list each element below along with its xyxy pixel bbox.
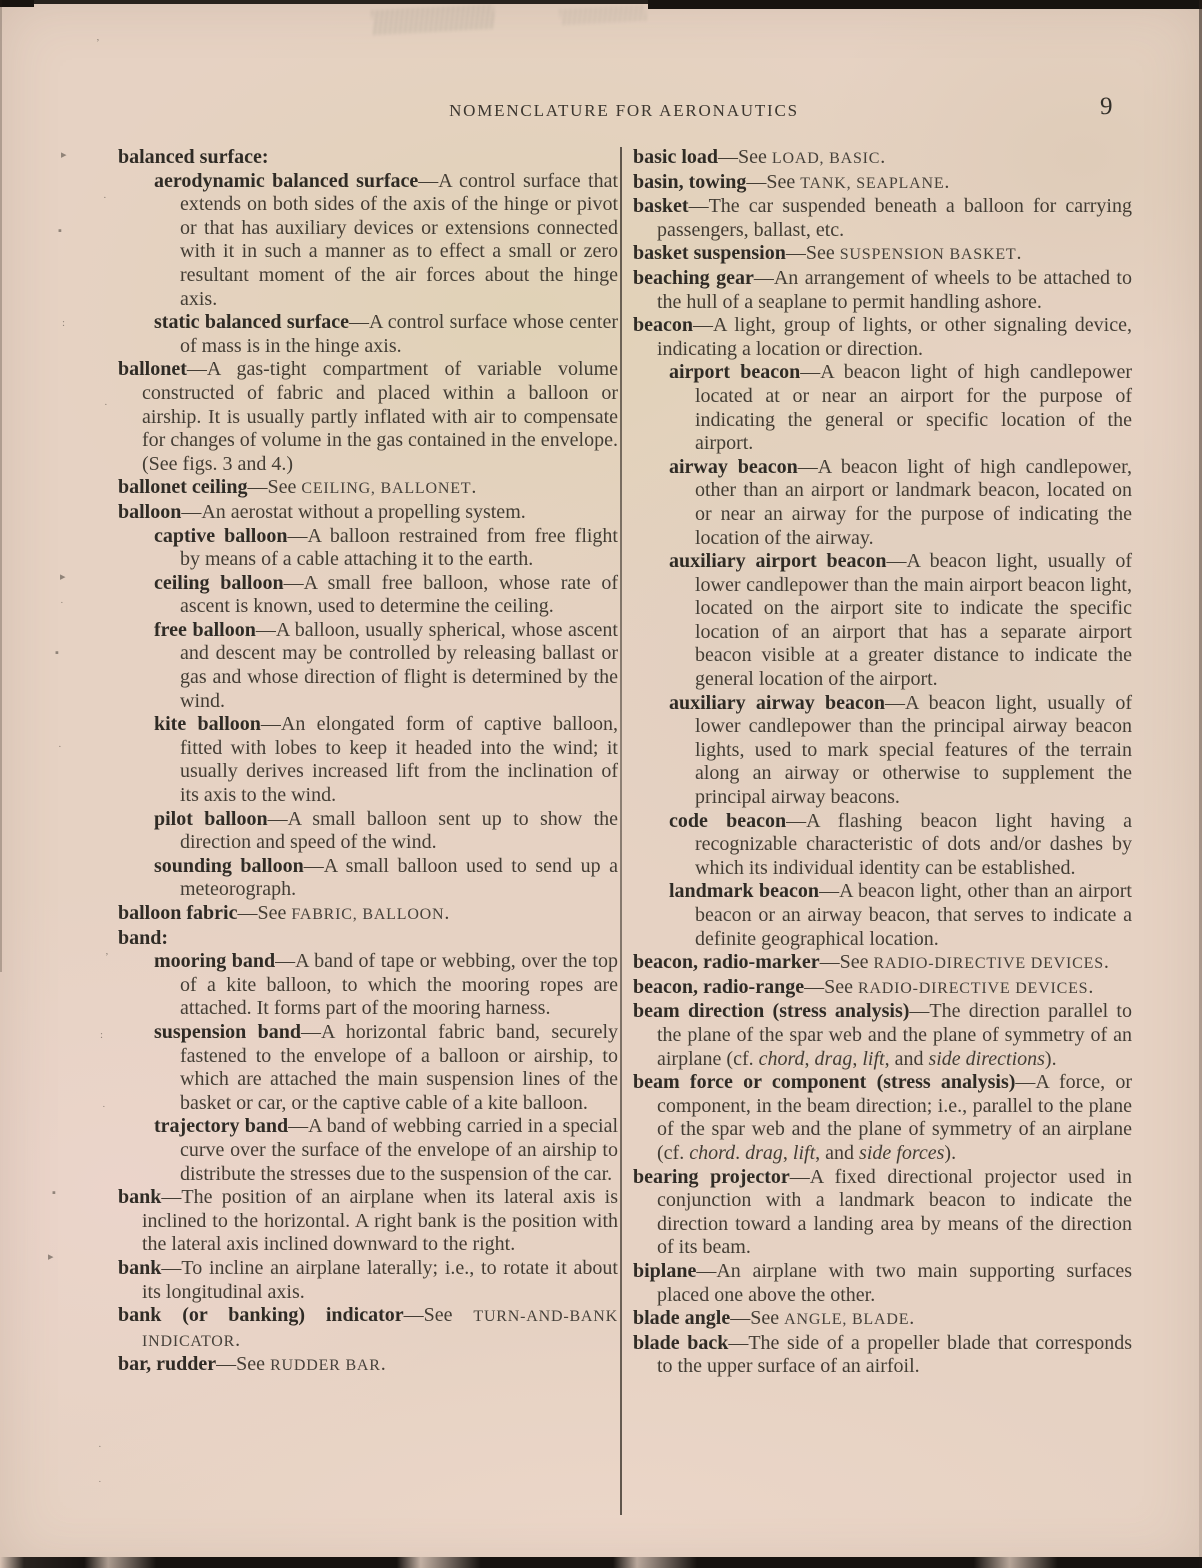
definition-text: .: [909, 1307, 915, 1330]
glossary-entry: [118, 950, 618, 1021]
entry-term: ballonet: [118, 358, 187, 381]
entry-term: basket suspension: [633, 242, 786, 265]
definition-text: ,: [852, 1047, 863, 1070]
glossary-entry: [633, 951, 1132, 976]
definition-text: side forces: [859, 1141, 945, 1164]
definition-text: —The direction parallel to the plane of the spar web and the plane of symmetry of an airplane (cf.: [657, 1000, 1132, 1070]
glossary-entry: [633, 550, 1132, 692]
definition-text: ,: [782, 1141, 793, 1164]
column-divider-rule: [620, 147, 622, 1515]
scan-mark: ▸: [61, 149, 67, 161]
definition-text: —A beacon light of high candlepower located at or near an airport for the purpose of indicating the general or specific location of the airport.: [695, 361, 1133, 455]
entry-term: sounding balloon: [154, 854, 304, 877]
definition-text: —A balloon, usually spherical, whose ascent and descent may be controlled by releasing ballast or gas and whose direction of flight is determined by the wind.: [180, 618, 618, 712]
definition-text: .: [735, 1141, 746, 1164]
glossary-entry: [633, 1307, 1132, 1332]
entry-term: band:: [118, 926, 169, 949]
entry-term: basin, towing: [633, 170, 747, 193]
glossary-entry: [118, 927, 618, 951]
definition-text: side directions: [928, 1047, 1045, 1070]
glossary-entry: [633, 1166, 1132, 1260]
glossary-entry: [118, 1304, 618, 1353]
entry-term: auxiliary airway beacon: [669, 691, 886, 714]
cross-reference: ANGLE, BLADE: [784, 1311, 910, 1329]
definition-text: , and: [815, 1141, 860, 1164]
entry-term: bank: [118, 1256, 162, 1279]
glossary-entry: [633, 361, 1132, 455]
entry-term: biplane: [633, 1259, 697, 1282]
entry-term: kite balloon: [154, 713, 261, 736]
definition-text: —A gas-tight compartment of variable volume constructed of fabric and placed within a balloon or airship. It is usually partly inflated with air to compensate for changes of volume in the gas contained in the envelope. (See figs. 3 and 4.): [142, 358, 618, 475]
cross-reference: RADIO-DIRECTIVE DEVICES: [873, 955, 1104, 973]
glossary-entry: [118, 1353, 618, 1378]
definition-text: —A small balloon sent up to show the direction and speed of the wind.: [180, 807, 618, 854]
definition-text: —A force, or component, in the beam direction; i.e., parallel to the plane of the spar web and the plane of symmetry of an airplane (cf.: [657, 1071, 1133, 1164]
definition-text: —A beacon light, other than an airport beacon or an airway beacon, that serves to indicate a definite geographical location.: [695, 880, 1132, 950]
glossary-entry: [633, 242, 1132, 267]
definition-text: —See: [247, 476, 302, 499]
cross-reference: CEILING, BALLONET: [301, 480, 472, 498]
entry-term: airport beacon: [669, 361, 801, 384]
scan-mark: ·: [98, 1441, 102, 1453]
definition-text: ).: [944, 1141, 957, 1164]
scan-mark: ▪: [55, 647, 59, 659]
glossary-entry: [118, 855, 618, 902]
definition-text: .: [380, 1353, 386, 1376]
glossary-entry: [118, 146, 618, 170]
definition-text: —A flashing beacon light having a recognizable characteristic of dots and/or dashes by which its individual identity can be established.: [695, 809, 1132, 879]
entry-term: landmark beacon: [669, 880, 820, 903]
scan-mark: ˙: [102, 1104, 106, 1116]
entry-term: beam force or component (stress analysis): [633, 1071, 1016, 1094]
definition-text: —A small free balloon, whose rate of ascent is known, used to determine the ceiling.: [180, 571, 619, 618]
definition-text: —A beacon light, usually of lower candlepower than the principal airway beacon lights, used to mark special features of the terrain along an airway or otherwise to supplement the principal airway beacons.: [695, 691, 1133, 809]
glossary-entry: [633, 146, 1132, 171]
definition-text: —An aerostat without a propelling system.: [181, 500, 526, 523]
definition-text: —A fixed directional projector used in conjunction with a landmark beacon to indicate the direction toward a landing area by means of the direction of its beam.: [657, 1165, 1132, 1259]
definition-text: —The car suspended beneath a balloon for carrying passengers, ballast, etc.: [657, 195, 1132, 241]
glossary-entry: [633, 810, 1132, 881]
glossary-column-right: [633, 146, 1132, 1379]
entry-term: bearing projector: [633, 1165, 790, 1188]
scan-mark: ▸: [60, 571, 66, 583]
entry-term: bank (or banking) indicator: [118, 1304, 404, 1327]
entry-term: beacon, radio-marker: [633, 951, 820, 974]
scan-mark: ▸: [48, 1251, 54, 1263]
glossary-entry: [633, 976, 1132, 1001]
glossary-entry: [633, 314, 1132, 361]
scan-mark: ▪: [58, 225, 62, 237]
definition-text: —See: [718, 146, 772, 168]
definition-text: —A balloon restrained from free flight by means of a cable attaching it to the earth.: [180, 524, 618, 571]
cross-reference: TANK, SEAPLANE: [800, 174, 945, 192]
glossary-entry: [633, 195, 1132, 242]
cross-reference: SUSPENSION BASKET: [839, 246, 1017, 264]
glossary-entry: [633, 692, 1132, 810]
definition-text: —See: [819, 951, 874, 974]
entry-term: balloon fabric: [118, 902, 238, 924]
glossary-entry: [633, 1000, 1132, 1071]
definition-text: —A small balloon used to send up a meteorograph.: [180, 854, 618, 901]
definition-text: .: [880, 146, 886, 168]
cross-reference: LOAD, BASIC: [771, 150, 881, 167]
entry-term: mooring band: [154, 950, 276, 973]
glossary-entry: [118, 808, 618, 855]
glossary-entry: [118, 1021, 618, 1115]
entry-term: balloon: [118, 500, 182, 523]
definition-text: drag: [814, 1047, 853, 1070]
scan-mark: ˙: [98, 1479, 102, 1491]
definition-text: .: [444, 902, 450, 924]
glossary-entry: [118, 358, 618, 476]
cross-reference: TURN-AND-BANK INDICATOR: [142, 1308, 618, 1350]
scan-mark: ·: [104, 399, 108, 411]
glossary-entry: [633, 171, 1132, 196]
cross-reference: FABRIC, BALLOON: [291, 906, 445, 923]
definition-text: —See: [216, 1353, 271, 1376]
scan-edge-left: [0, 0, 2, 972]
entry-term: airway beacon: [669, 455, 798, 478]
running-header-title: NOMENCLATURE FOR AERONAUTICS: [449, 101, 799, 120]
pencil-smudge: [371, 4, 494, 35]
scan-mark: ·: [58, 741, 62, 753]
scan-mark: :: [100, 1029, 104, 1041]
definition-text: —A beacon light of high candlepower, other than an airport or landmark beacon, located on or near an airway for the purpose of indicating the location of the airway.: [695, 455, 1132, 549]
definition-text: —See: [746, 170, 801, 193]
definition-text: —A horizontal fabric band, securely fastened to the envelope of a balloon or airship, to which are attached the main suspension lines of the basket or car, or the captive cable of a kite balloon.: [180, 1020, 619, 1114]
entry-term: aerodynamic balanced surface: [154, 169, 419, 192]
definition-text: —A band of tape or webbing, over the top of a kite balloon, to which the mooring ropes are attached. It forms part of the mooring harness.: [180, 950, 618, 1020]
definition-text: chord: [758, 1047, 805, 1070]
definition-text: —A control surface whose center of mass is in the hinge axis.: [180, 311, 618, 357]
definition-text: —The side of a propeller blade that corresponds to the upper surface of an airfoil.: [657, 1331, 1132, 1378]
definition-text: —See: [403, 1304, 474, 1327]
entry-term: pilot balloon: [154, 807, 268, 830]
definition-text: .: [1016, 242, 1022, 265]
definition-text: —A beacon light, usually of lower candlepower than the main airport beacon light, located on the airport site to indicate the specific location of an airport that has a separate airport beacon visible at a greater distance to indicate the general location of the airport.: [695, 550, 1132, 691]
definition-text: —See: [730, 1307, 785, 1330]
glossary-entry: [118, 902, 618, 927]
definition-text: —See: [804, 975, 858, 998]
entry-term: static balanced surface: [154, 311, 350, 334]
glossary-entry: [633, 1332, 1132, 1379]
glossary-entry: [633, 1260, 1132, 1307]
definition-text: ,: [804, 1047, 815, 1070]
entry-term: balanced surface:: [118, 146, 269, 168]
scan-mark: ˙: [60, 600, 64, 612]
scan-edge-bottom: [0, 1557, 1202, 1568]
glossary-entry: [633, 880, 1132, 951]
glossary-entry: [118, 525, 618, 572]
entry-term: beacon, radio-range: [633, 975, 805, 998]
definition-text: —To incline an airplane laterally; i.e., to rotate it about its longitudinal axis.: [142, 1256, 618, 1303]
definition-text: —A band of webbing carried in a special curve over the surface of the envelope of an airship to distribute the stresses due to the suspension of the car.: [180, 1115, 618, 1185]
entry-term: free balloon: [154, 618, 256, 641]
definition-text: , and: [884, 1047, 929, 1070]
entry-term: blade back: [633, 1331, 729, 1354]
entry-term: bank: [118, 1186, 162, 1209]
definition-text: —An elongated form of captive balloon, fitted with lobes to keep it headed into the wind; it usually derives increased lift from the inclination of its axis to the wind.: [180, 713, 618, 807]
scan-mark: ’: [96, 37, 100, 49]
glossary-entry: [118, 1257, 618, 1304]
definition-text: .: [1088, 975, 1094, 998]
entry-term: code beacon: [669, 809, 787, 832]
definition-text: .: [471, 476, 477, 499]
glossary-column-left: [118, 146, 618, 1378]
definition-text: ).: [1044, 1047, 1057, 1070]
pencil-smudge: [560, 5, 647, 25]
entry-term: beacon: [633, 314, 693, 337]
glossary-entry: [633, 1071, 1132, 1165]
scan-mark: ▪: [52, 1187, 56, 1199]
glossary-entry: [118, 713, 618, 807]
entry-term: ballonet ceiling: [118, 476, 248, 499]
glossary-entry: [118, 1186, 618, 1257]
glossary-entry: [118, 572, 618, 619]
definition-text: —See: [237, 902, 292, 924]
definition-text: .: [1103, 951, 1109, 974]
entry-term: basket: [633, 195, 689, 218]
glossary-entry: [633, 456, 1132, 550]
definition-text: lift: [862, 1047, 885, 1070]
cross-reference: RUDDER BAR: [270, 1357, 381, 1375]
entry-term: blade angle: [633, 1307, 731, 1330]
entry-term: beaching gear: [633, 266, 754, 289]
glossary-entry: [118, 170, 618, 312]
scan-edge-top-left: [0, 0, 34, 7]
entry-term: trajectory band: [154, 1115, 289, 1138]
entry-term: ceiling balloon: [154, 571, 284, 594]
scan-edge-top-right: [648, 0, 1202, 9]
glossary-entry: [118, 1115, 618, 1186]
entry-term: captive balloon: [154, 524, 288, 547]
page-number: 9: [1100, 93, 1113, 120]
entry-term: beam direction (stress analysis): [633, 1000, 910, 1023]
cross-reference: RADIO-DIRECTIVE DEVICES: [857, 979, 1089, 997]
definition-text: .: [944, 170, 950, 193]
definition-text: —See: [785, 242, 840, 265]
glossary-entry: [118, 619, 618, 713]
definition-text: —The position of an airplane when its lateral axis is inclined to the horizontal. A right bank is the position with the lateral axis inclined downward to the right.: [142, 1186, 618, 1256]
definition-text: drag: [745, 1141, 783, 1164]
entry-term: auxiliary airport beacon: [669, 550, 887, 573]
glossary-entry: [118, 476, 618, 501]
definition-text: .: [235, 1328, 241, 1351]
definition-text: —An arrangement of wheels to be attached to the hull of a seaplane to permit handling ashore.: [657, 266, 1132, 313]
definition-text: lift: [792, 1141, 816, 1164]
entry-term: basic load: [633, 146, 719, 168]
glossary-entry: [633, 267, 1132, 314]
scan-mark: ·: [103, 192, 107, 204]
definition-text: —A control surface that extends on both sides of the axis of the hinge or pivot or that has auxiliary devices or extensions connected with it in such a manner as to effect a small or zero resultant moment of the air forces about the hinge axis.: [180, 169, 618, 310]
scan-mark: :: [62, 317, 66, 329]
definition-text: chord: [689, 1141, 736, 1164]
scan-mark: ʼ: [105, 951, 109, 963]
definition-text: —A light, group of lights, or other signaling device, indicating a location or direction.: [657, 314, 1132, 360]
definition-text: —An airplane with two main supporting surfaces placed one above the other.: [657, 1259, 1132, 1306]
glossary-entry: [118, 311, 618, 358]
entry-term: bar, rudder: [118, 1353, 217, 1376]
entry-term: suspension band: [154, 1020, 302, 1043]
glossary-entry: [118, 501, 618, 525]
